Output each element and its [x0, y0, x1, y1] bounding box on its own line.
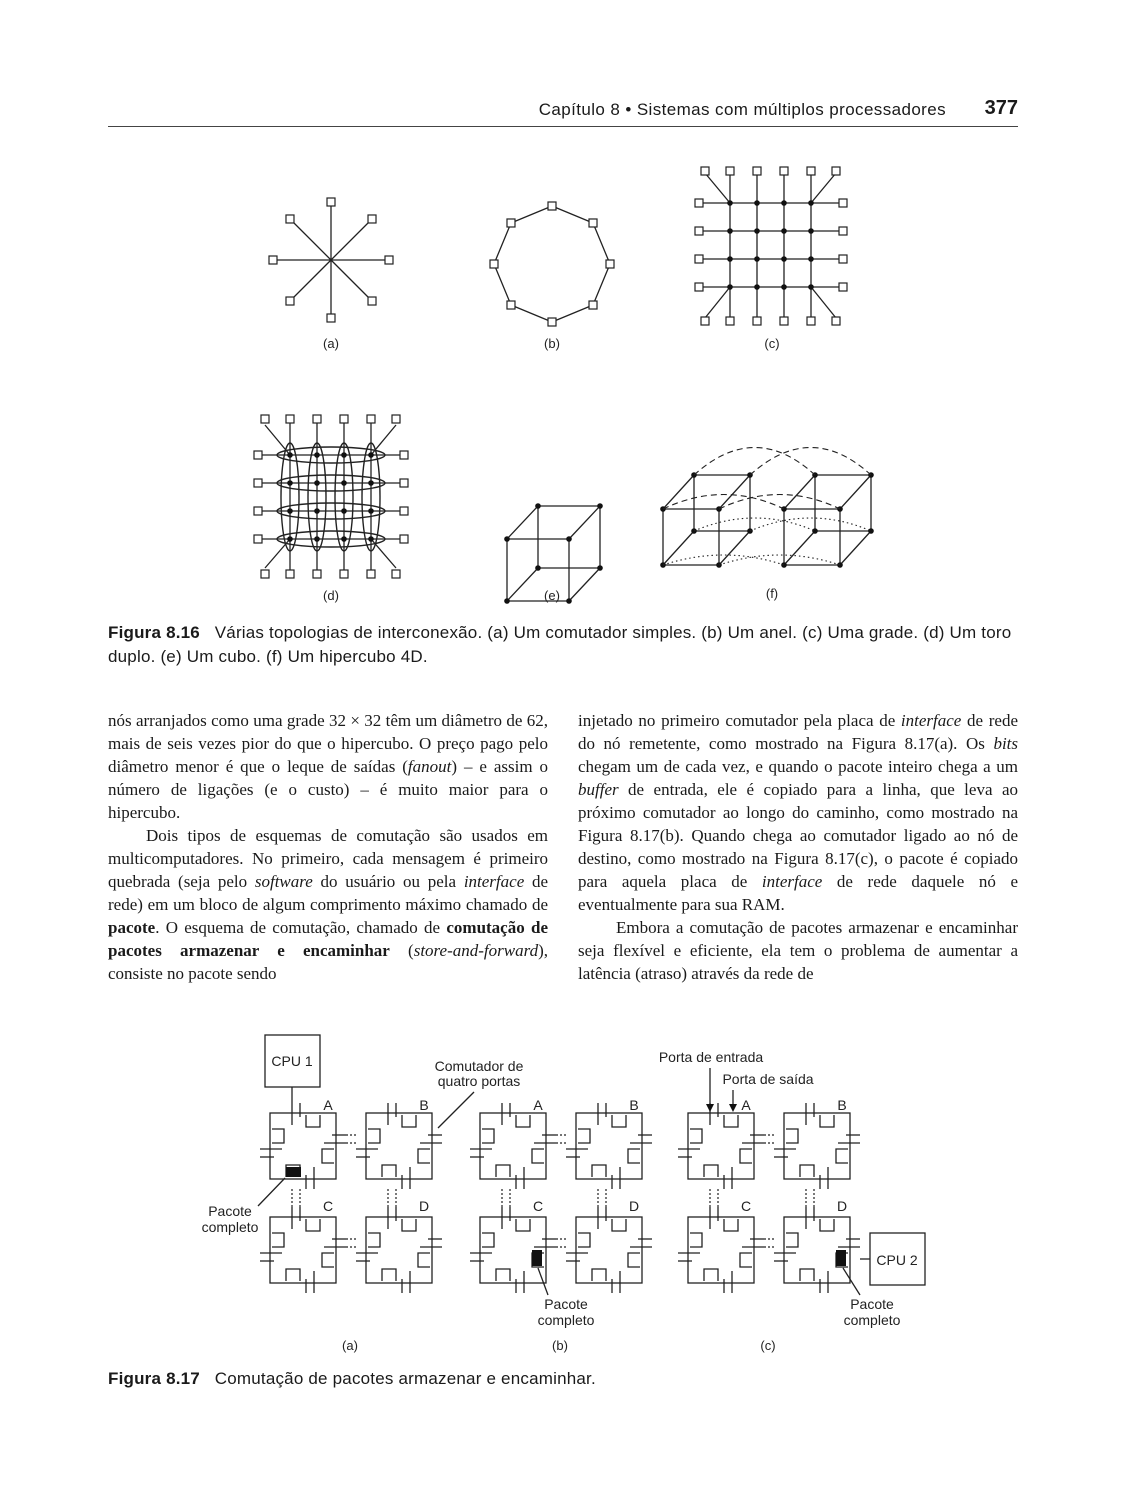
annotation-packet-c-2: completo: [843, 1312, 901, 1328]
annotation-packet-c-1: Pacote: [850, 1296, 894, 1312]
four-port-switch: [470, 1103, 556, 1189]
subfigure-label-d: (d): [323, 588, 339, 603]
switch-box: [270, 1217, 336, 1283]
packet-block: [532, 1250, 542, 1266]
subfigure-label-a: (a): [323, 336, 339, 351]
switch-box: [688, 1113, 754, 1179]
paragraph: Dois tipos de esquemas de comutação são usados em multicomputadores. No primeiro, cada mensagem é primeiro quebrada (seja pelo software do usuário ou pela interface de rede) em um bloco de algum comprimento máximo chamado de pacote. O esquema de comutação, chamado de comutação de pacotes armazenar e encaminhar (store-and-forward), consiste no pacote sendo: [108, 826, 549, 983]
four-port-switch: [566, 1207, 652, 1293]
figure-8-16-number: Figura 8.16: [108, 623, 200, 642]
paragraph: injetado no primeiro comutador pela placa de interface de rede do nó remetente, como mostrado na Figura 8.17(a). Os bits chegam um de cada vez, e quando o pacote inteiro chega a um buffer de entrada, ele é copiado para a linha, que leva ao próximo comutador ao longo do caminho, como mostrado na Figura 8.17(b). Quando chega ao comutador ligado ao nó de destino, como mostrado na Figura 8.17(c), o pacote é copiado para aquela placa de interface de rede daquele nó e eventualmente para sua RAM.: [578, 711, 1018, 914]
figure-8-17-caption: [108, 1367, 1023, 1391]
four-port-switch: [678, 1103, 764, 1189]
four-port-switch: [566, 1103, 652, 1189]
figure-8-17-number: Figura 8.17: [108, 1369, 200, 1388]
switch-label-b: B: [419, 1097, 429, 1113]
four-port-switch: [356, 1207, 442, 1293]
subfigure-label: (c): [760, 1338, 776, 1353]
figure-8-16-caption-text: Várias topologias de interconexão. (a) Um comutador simples. (b) Um anel. (c) Uma grade. (d) Um toro duplo. (e) Um cubo. (f) Um hipercubo 4D.: [108, 623, 1012, 666]
cpu-2-label: CPU 2: [876, 1252, 918, 1268]
figure-8-17-caption-text: Comutação de pacotes armazenar e encaminhar.: [214, 1369, 596, 1388]
switch-box: [576, 1217, 642, 1283]
four-port-switch: [774, 1103, 860, 1189]
subfigure-label: (a): [342, 1338, 358, 1353]
page-number: 377: [984, 97, 1018, 119]
four-port-switch: [774, 1207, 860, 1293]
four-port-switch: [260, 1103, 346, 1189]
switch-box: [366, 1217, 432, 1283]
switch-label-d: D: [418, 1198, 430, 1214]
annotation-packet-a-1: Pacote: [208, 1203, 252, 1219]
switch-label-b: B: [837, 1097, 847, 1113]
switch-label-a: A: [323, 1097, 333, 1113]
cpu-1-label: CPU 1: [271, 1053, 313, 1069]
switch-box: [270, 1113, 336, 1179]
annotation-packet-b-1: Pacote: [544, 1296, 588, 1312]
subfigure-label-f: (f): [765, 586, 779, 601]
switch-label-b: B: [629, 1097, 639, 1113]
paragraph: Embora a comutação de pacotes armazenar e encaminhar seja flexível e eficiente, ela tem o problema de aumentar a latência (atraso) através da rede de: [578, 918, 1018, 983]
annotation-switch-2: quatro portas: [437, 1073, 521, 1089]
chapter-title: Capítulo 8 • Sistemas com múltiplos processadores: [538, 100, 946, 119]
subfigure-label: (b): [552, 1338, 568, 1353]
subfigure-label-b: (b): [544, 336, 560, 351]
switch-label-a: A: [741, 1097, 751, 1113]
annotation-switch-1: Comutador de: [434, 1058, 524, 1074]
annotation-output-port: Porta de saída: [722, 1071, 814, 1087]
packet-block: [836, 1250, 846, 1266]
switch-box: [480, 1113, 546, 1179]
switch-label-d: D: [836, 1198, 848, 1214]
subfigure-label-c: (c): [764, 336, 780, 351]
switch-box: [688, 1217, 754, 1283]
paragraph: nós arranjados como uma grade 32 × 32 têm um diâmetro de 62, mais de seis vezes pior do que o hipercubo. O preço pago pelo diâmetro menor é que o leque de saídas (fanout) – e assim o número de ligações (e o custo) – é muito maior para o hipercubo.: [108, 711, 548, 822]
arrow-head: [706, 1104, 714, 1112]
annotation-packet-a-2: completo: [201, 1219, 259, 1235]
link: [258, 1178, 285, 1206]
four-port-switch: [260, 1207, 346, 1293]
switch-label-a: A: [533, 1097, 543, 1113]
switch-box: [366, 1113, 432, 1179]
annotation-packet-b-2: completo: [537, 1312, 595, 1328]
switch-label-d: D: [628, 1198, 640, 1214]
arrow-head: [729, 1104, 737, 1112]
link: [438, 1092, 474, 1128]
four-port-switch: [678, 1207, 764, 1293]
packet-block: [286, 1167, 301, 1177]
annotation-input-port: Porta de entrada: [658, 1049, 764, 1065]
switch-label-c: C: [532, 1198, 544, 1214]
four-port-switch: [356, 1103, 442, 1189]
switch-box: [784, 1113, 850, 1179]
switch-label-c: C: [740, 1198, 752, 1214]
switch-label-c: C: [322, 1198, 334, 1214]
switch-box: [576, 1113, 642, 1179]
subfigure-label-e: (e): [544, 588, 560, 603]
